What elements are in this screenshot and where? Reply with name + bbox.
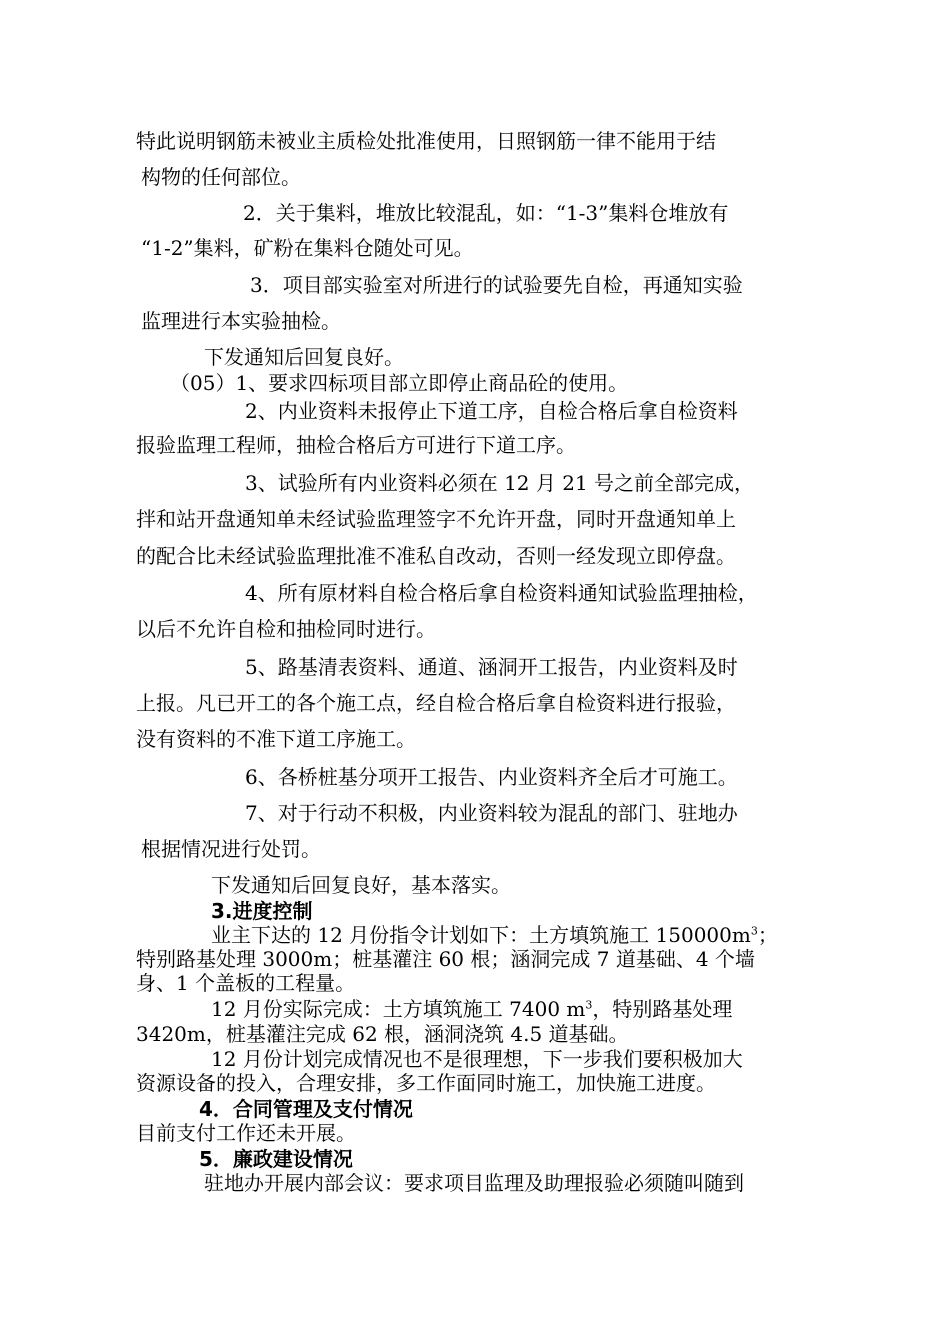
paragraph-line: 没有资料的不准下道工序施工。 [136,727,416,751]
paragraph-line: 特此说明钢筋未被业主质检处批准使用，日照钢筋一律不能用于结 [136,129,716,153]
line-text: 业主下达的 12 月份指令计划如下：土方填筑施工 150000m [211,923,751,947]
superscript: 3 [750,924,758,938]
paragraph-line: 7、对于行动不积极，内业资料较为混乱的部门、驻地办 [245,801,738,825]
paragraph-line: 特别路基处理 3000m；桩基灌注 60 根；涵洞完成 7 道基础、4 个墙 [136,947,755,971]
paragraph-line: 6、各桥桩基分项开工报告、内业资料齐全后才可施工。 [245,765,738,789]
paragraph-line: 4、所有原材料自检合格后拿自检资料通知试验监理抽检， [245,581,758,605]
paragraph-line: 2、内业资料未报停止下道工序，自检合格后拿自检资料 [245,399,738,423]
paragraph-line: 以后不允许自检和抽检同时进行。 [136,617,436,641]
line-text: ，特别路基处理 [592,997,733,1021]
section-heading: 5．廉政建设情况 [199,1147,353,1171]
section-heading: 3.进度控制 [211,899,313,923]
paragraph-line: 上报。凡已开工的各个施工点，经自检合格后拿自检资料进行报验， [136,691,736,715]
paragraph-line: “1-2”集料，矿粉在集料仓随处可见。 [141,236,474,260]
paragraph-line: 监理进行本实验抽检。 [141,309,341,333]
paragraph-line: 身、1 个盖板的工程量。 [136,971,356,995]
paragraph-line: 2．关于集料，堆放比较混乱，如：“1-3”集料仓堆放有 [243,201,729,225]
paragraph-line: 驻地办开展内部会议：要求项目监理及助理报验必须随叫随到 [204,1171,744,1195]
paragraph-line: 构物的任何部位。 [141,165,301,189]
line-text: ； [757,923,778,947]
section-heading: 4．合同管理及支付情况 [199,1097,413,1121]
paragraph-line: 5、路基清表资料、通道、涵洞开工报告，内业资料及时 [245,655,738,679]
paragraph-line: 3420m，桩基灌注完成 62 根，涵洞浇筑 4.5 道基础。 [136,1022,629,1046]
paragraph-line: 拌和站开盘通知单未经试验监理签字不允许开盘，同时开盘通知单上 [136,507,736,531]
paragraph-line: 的配合比未经试验监理批准不准私自改动，否则一经发现立即停盘。 [136,544,736,568]
paragraph-line: 3、试验所有内业资料必须在 12 月 21 号之前全部完成， [245,471,755,495]
paragraph-line: （05）1、要求四标项目部立即停止商品砼的使用。 [170,371,629,395]
paragraph-line: 下发通知后回复良好。 [204,345,404,369]
paragraph-line: 根据情况进行处罚。 [141,837,321,861]
paragraph-line [211,996,732,1022]
paragraph-line: 报验监理工程师，抽检合格后方可进行下道工序。 [136,433,576,457]
superscript: 3 [585,998,593,1012]
paragraph-line: 12 月份计划完成情况也不是很理想，下一步我们要积极加大 [211,1047,743,1071]
paragraph-line: 3．项目部实验室对所进行的试验要先自检，再通知实验 [250,273,743,297]
paragraph-line: 下发通知后回复良好，基本落实。 [211,873,511,897]
paragraph-line [211,922,778,948]
paragraph-line: 资源设备的投入，合理安排，多工作面同时施工，加快施工进度。 [136,1071,716,1095]
line-text: 12 月份实际完成：土方填筑施工 7400 m [211,997,586,1021]
paragraph-line: 目前支付工作还未开展。 [136,1121,356,1145]
